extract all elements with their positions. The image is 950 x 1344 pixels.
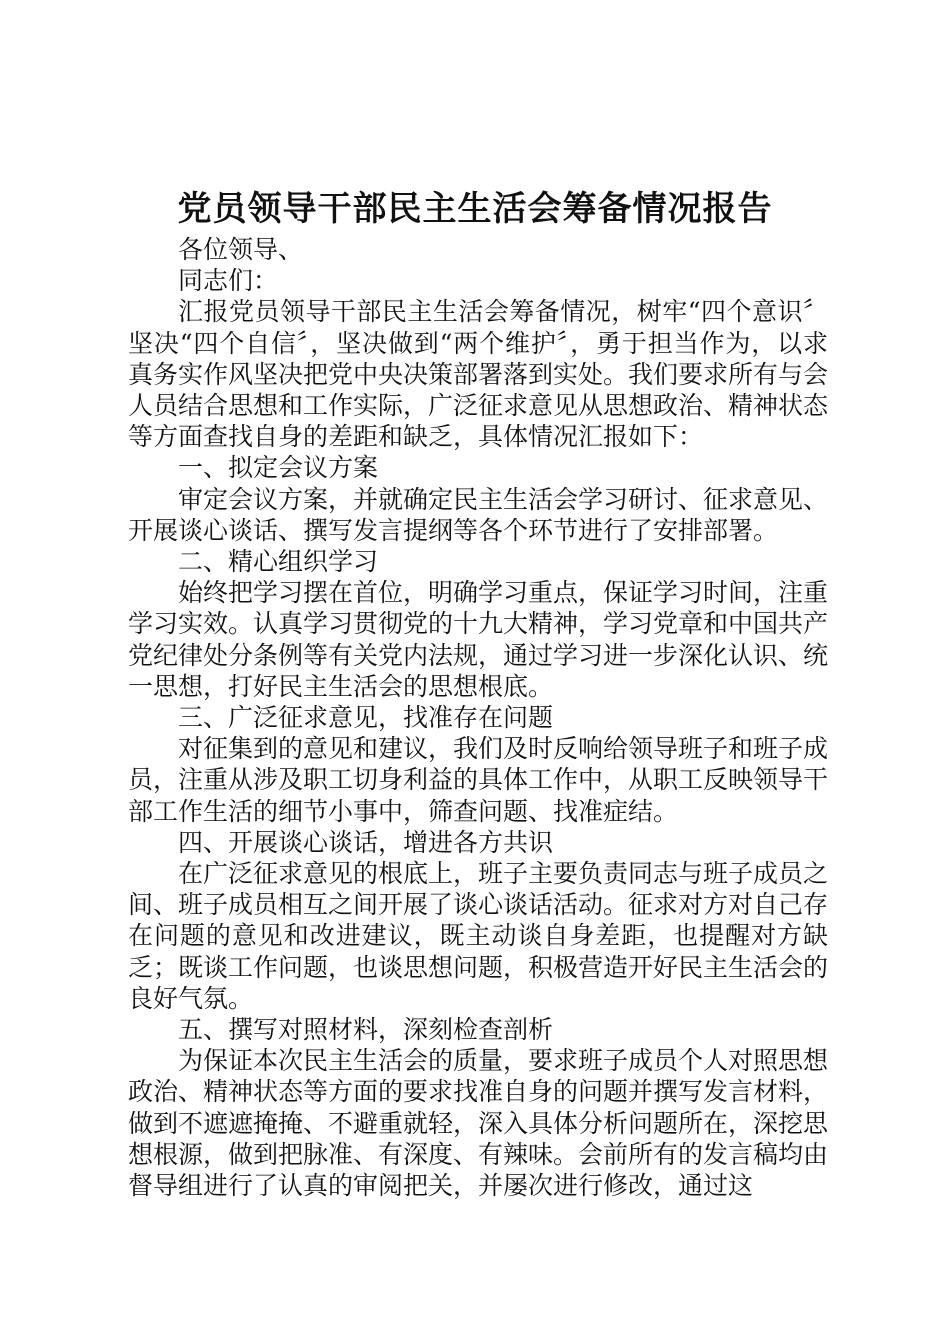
section-paragraph-3: 对征集到的意见和建议，我们及时反响给领导班子和班子成员，注重从涉及职工切身利益的具体工作中，从职工反映领导干部工作生活的细节小事中，筛查问题、找准症结。 [128, 734, 829, 826]
document-body [128, 234, 828, 1201]
section-heading-1: 一、拟定会议方案 [178, 453, 379, 483]
section-paragraph-4: 在广泛征求意见的根底上，班子主要负责同志与班子成员之间、班子成员相互之间开展了谈心谈话活动。征求对方对自己存在问题的意见和改进建议，既主动谈自身差距，也提醒对方缺乏；既谈工作问题，也谈思想问题，积极营造开好民主生活会的良好气氛。 [128, 859, 829, 1013]
section-paragraph-5: 为保证本次民主生活会的质量，要求班子成员个人对照思想政治、精神状态等方面的要求找准自身的问题并撰写发言材料，做到不遮遮掩掩、不避重就轻，深入具体分析问题所在，深挖思想根源，做到把脉准、有深度、有辣味。会前所有的发言稿均由督导组进行了认真的审阅把关，并屡次进行修改，通过这 [128, 1046, 829, 1201]
intro-paragraph: 汇报党员领导干部民主生活会筹备情况，树牢“四个意识〞坚决“四个自信〞，坚决做到“两个维护〞，勇于担当作为，以求真务实作风坚决把党中央决策部署落到实处。我们要求所有与会人员结合思想和工作实际，广泛征求意见从思想政治、精神状态等方面查找自身的差距和缺乏，具体情况汇报如下： [128, 297, 829, 452]
section-heading-2: 二、精心组织学习 [178, 547, 379, 577]
section-heading-4: 四、开展谈心谈话，增进各方共识 [178, 827, 554, 857]
section-heading-3: 三、广泛征求意见，找准存在问题 [178, 703, 554, 733]
section-paragraph-1: 审定会议方案，并就确定民主生活会学习研讨、征求意见、开展谈心谈话、撰写发言提纲等各个环节进行了安排部署。 [128, 484, 829, 545]
salutation-leaders: 各位领导、 [178, 235, 304, 264]
document-title: 党员领导干部民主生活会筹备情况报告 [177, 189, 773, 229]
salutation-comrades: 同志们： [178, 266, 279, 296]
section-paragraph-2: 始终把学习摆在首位，明确学习重点，保证学习时间，注重学习实效。认真学习贯彻党的十九大精神，学习党章和中国共产党纪律处分条例等有关党内法规，通过学习进一步深化认识、统一思想，打好民主生活会的思想根底。 [128, 578, 829, 701]
section-heading-5: 五、撰写对照材料，深刻检查剖析 [178, 1015, 554, 1045]
